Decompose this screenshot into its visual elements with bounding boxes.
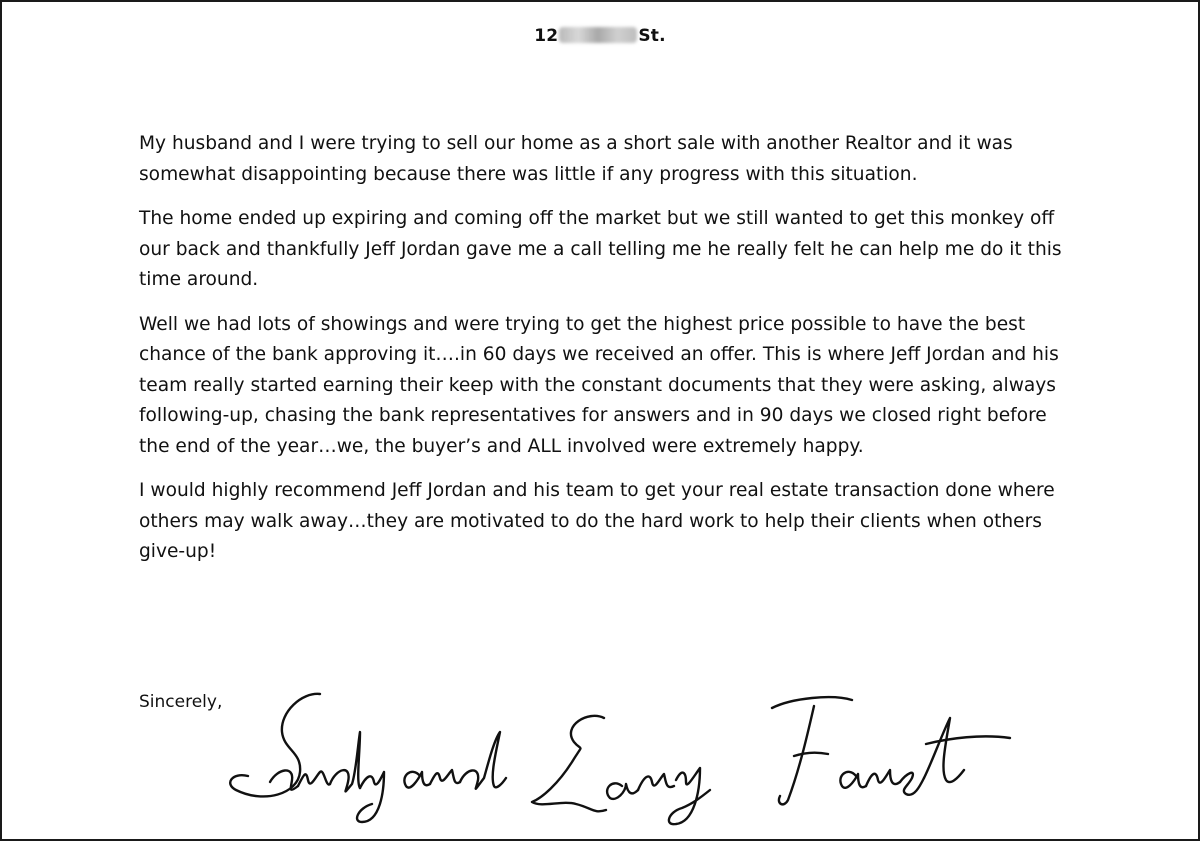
redacted-street-name — [559, 27, 637, 43]
letter-body — [139, 129, 1079, 582]
paragraph-3: Well we had lots of showings and were trying to get the highest price possible to have the best chance of the bank approving it….in 60 days we received an offer. This is where Jeff Jordan and his team really started earning their keep with the constant documents that they were asking, always following-up, chasing the bank representatives for answers and in 90 days we closed right before the end of the year…we, the buyer’s and ALL involved were extremely happy. — [139, 313, 1059, 457]
closing-salutation: Sincerely, — [139, 692, 223, 712]
paragraph-1: My husband and I were trying to sell our home as a short sale with another Realtor and it was somewhat disappointing because there was little if any progress with this situation. — [139, 133, 1013, 185]
paragraph-2: The home ended up expiring and coming off the market but we still wanted to get this monkey off our back and thankfully Jeff Jordan gave me a call telling me he really felt he can help me do it this time around. — [139, 208, 1062, 290]
street-address — [2, 26, 1198, 46]
paragraph-4: I would highly recommend Jeff Jordan and his team to get your real estate transaction done where others may walk away…they are motivated to do the hard work to help their clients when others give-up! — [139, 480, 1055, 562]
address-suffix: St. — [638, 26, 666, 46]
address-number: 12 — [534, 26, 559, 46]
handwritten-signature — [202, 672, 1062, 837]
